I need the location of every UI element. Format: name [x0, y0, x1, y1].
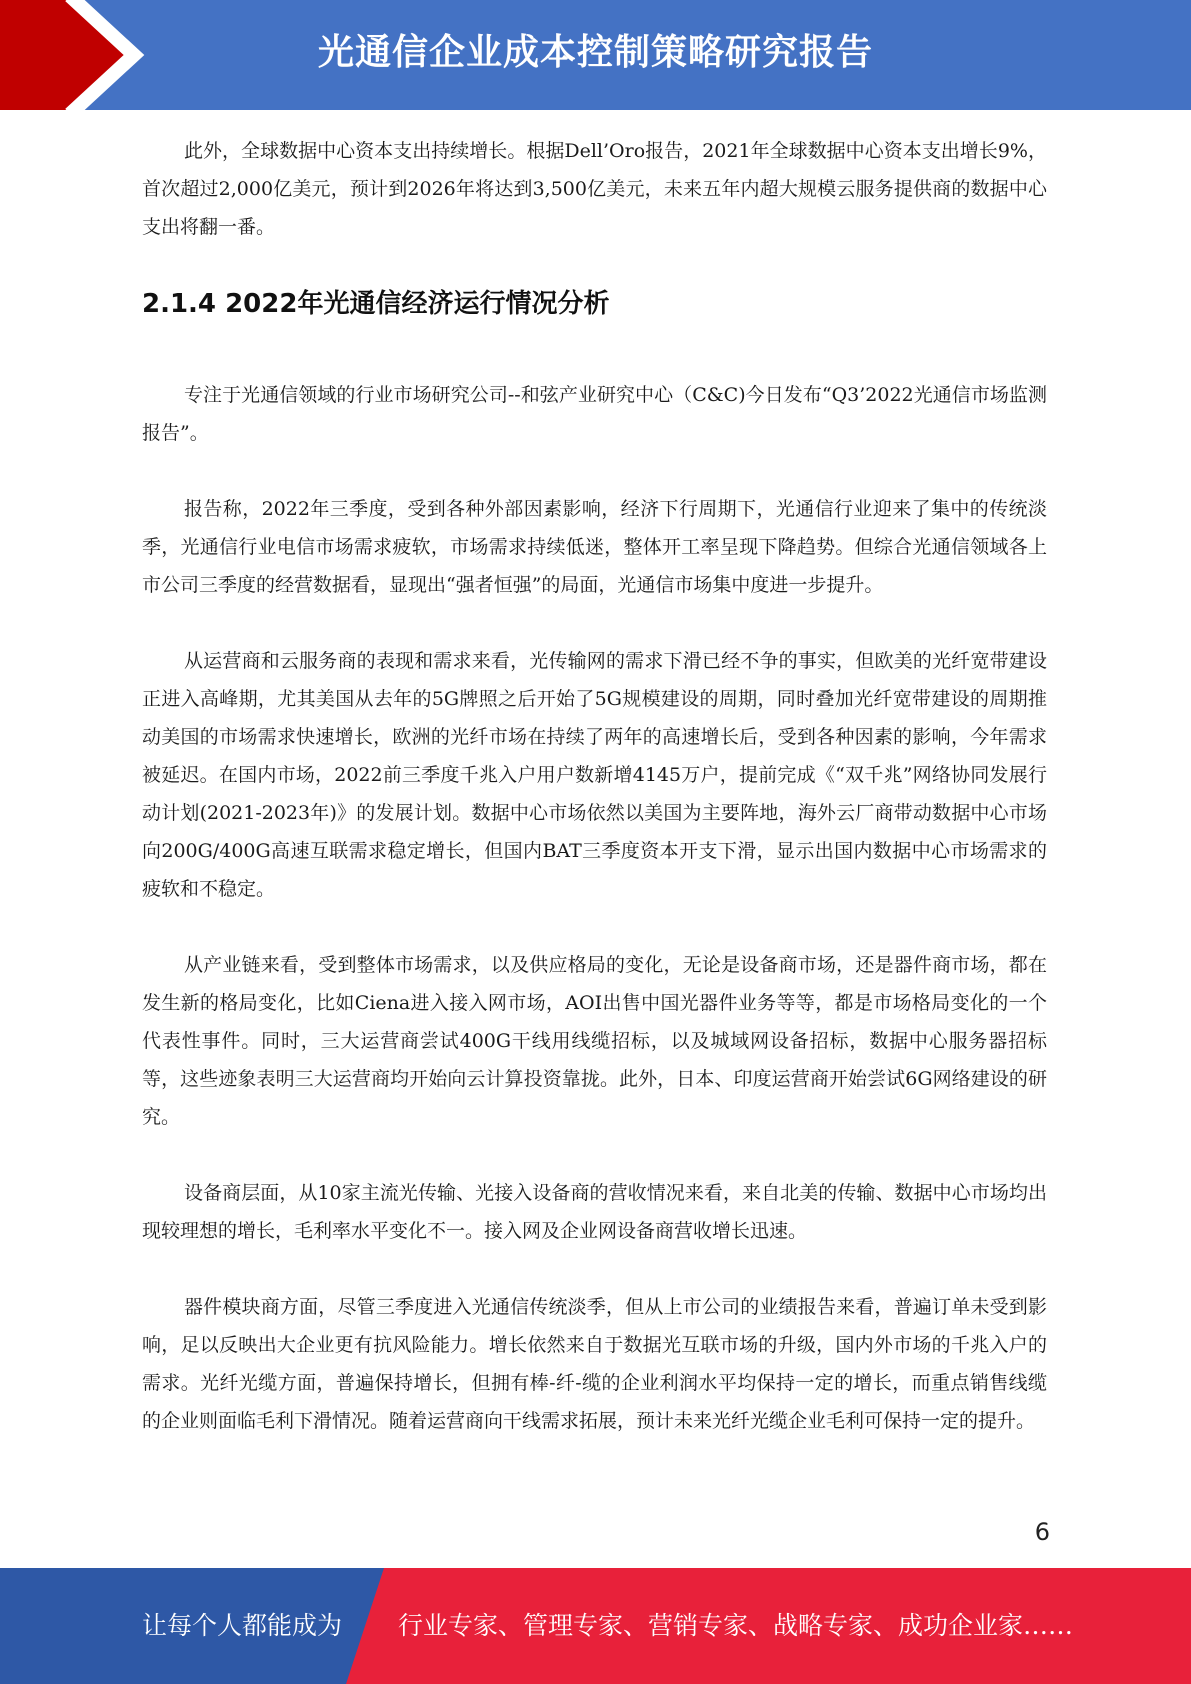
- footer-slogan-left: 让每个人都能成为: [142, 1611, 343, 1640]
- page-number: 6: [1034, 1518, 1050, 1546]
- body-paragraph-6: 器件模块商方面，尽管三季度进入光通信传统淡季，但从上市公司的业绩报告来看，普遍订单未受到影响，足以反映出大企业更有抗风险能力。增长依然来自于数据光互联市场的升级，国内外市场的千兆入户的需求。光纤光缆方面，普遍保持增长，但拥有棒-纤-缆的企业利润水平均保持一定的增长，而重点销售线缆的企业则面临毛利下滑情况。随着运营商向干线需求拓展，预计未来光纤光缆企业毛利可保持一定的提升。: [142, 1296, 1047, 1432]
- page-header-title: 光通信企业成本控制策略研究报告: [317, 32, 873, 73]
- page-header: [0, 0, 1191, 110]
- body-paragraph-5: 设备商层面，从10家主流光传输、光接入设备商的营收情况来看，来自北美的传输、数据中心市场均出现较理想的增长，毛利率水平变化不一。接入网及企业网设备商营收增长迅速。: [142, 1182, 1047, 1242]
- footer-slogan-right: 行业专家、管理专家、营销专家、战略专家、成功企业家……: [398, 1611, 1074, 1640]
- body-paragraph-2: 报告称，2022年三季度，受到各种外部因素影响，经济下行周期下，光通信行业迎来了集中的传统淡季，光通信行业电信市场需求疲软，市场需求持续低迷，整体开工率呈现下降趋势。但综合光通信领域各上市公司三季度的经营数据看，显现出“强者恒强”的局面，光通信市场集中度进一步提升。: [142, 498, 1047, 596]
- section-heading: 2.1.4 2022年光通信经济运行情况分析: [142, 289, 610, 319]
- document-body: [142, 132, 1047, 1478]
- intro-paragraph: 此外，全球数据中心资本支出持续增长。根据Dell’Oro报告，2021年全球数据中心资本支出增长9%，首次超过2,000亿美元，预计到2026年将达到3,500亿美元，未来五年内超大规模云服务提供商的数据中心支出将翻一番。: [142, 140, 1047, 238]
- body-paragraph-3: 从运营商和云服务商的表现和需求来看，光传输网的需求下滑已经不争的事实，但欧美的光纤宽带建设正进入高峰期，尤其美国从去年的5G牌照之后开始了5G规模建设的周期，同时叠加光纤宽带建设的周期推动美国的市场需求快速增长，欧洲的光纤市场在持续了两年的高速增长后，受到各种因素的影响，今年需求被延迟。在国内市场，2022前三季度千兆入户用户数新增4145万户，提前完成《“双千兆”网络协同发展行动计划(2021-2023年)》的发展计划。数据中心市场依然以美国为主要阵地，海外云厂商带动数据中心市场向200G/400G高速互联需求稳定增长，但国内BAT三季度资本开支下滑，显示出国内数据中心市场需求的疲软和不稳定。: [142, 650, 1047, 900]
- body-paragraph-1: 专注于光通信领域的行业市场研究公司--和弦产业研究中心（C&C)今日发布“Q3’2022光通信市场监测报告”。: [142, 384, 1047, 444]
- body-paragraph-4: 从产业链来看，受到整体市场需求，以及供应格局的变化，无论是设备商市场，还是器件商市场，都在发生新的格局变化，比如Ciena进入接入网市场，AOI出售中国光器件业务等等，都是市场格局变化的一个代表性事件。同时，三大运营商尝试400G干线用线缆招标，以及城域网设备招标，数据中心服务器招标等，这些迹象表明三大运营商均开始向云计算投资靠拢。此外，日本、印度运营商开始尝试6G网络建设的研究。: [142, 954, 1047, 1128]
- page-footer: [0, 1568, 1191, 1684]
